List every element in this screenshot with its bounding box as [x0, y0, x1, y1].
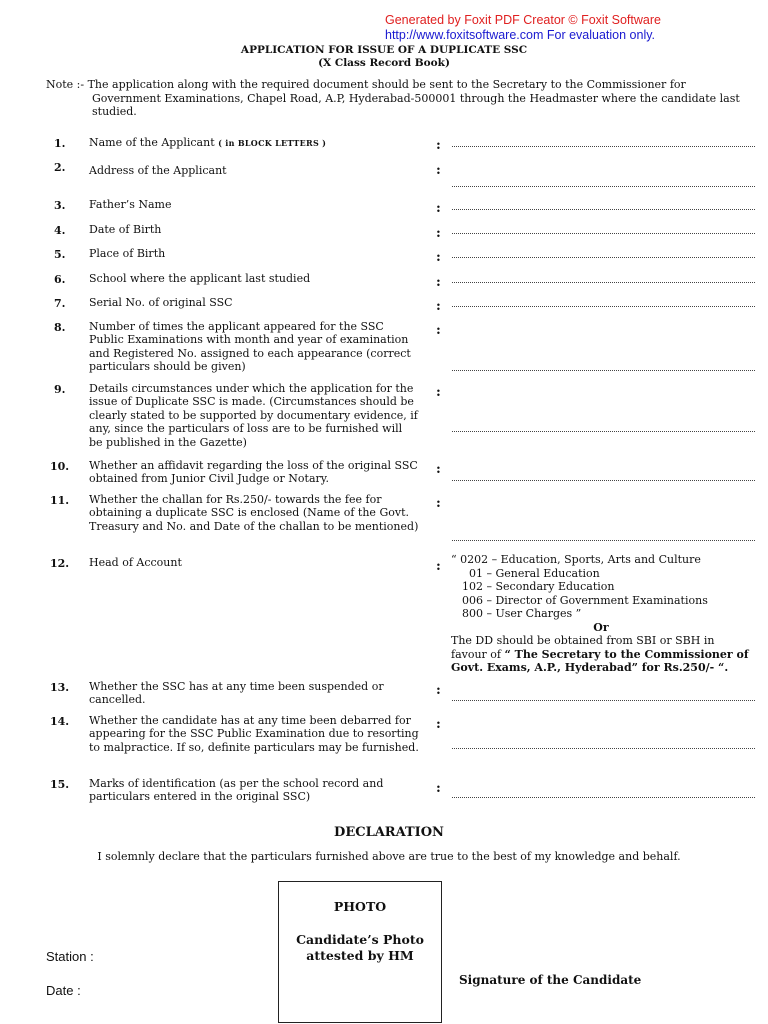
date-label: Date :	[46, 983, 81, 998]
item-label-text: Name of the Applicant	[89, 136, 215, 149]
item-label: Whether the candidate has at any time been debarred for appearing for the SSC Public Examination due to resorting to malpractice. If so, definite particulars may be furnished.	[89, 714, 419, 754]
dd-line-2	[451, 648, 761, 662]
dd-favour-text: favour of	[451, 647, 501, 661]
dd-payee: “ The Secretary to the Commissioner of	[504, 647, 749, 661]
note-line-2: Government Examinations, Chapel Road, A.P, Hyderabad-500001 through the Headmaster where the candidate last	[92, 91, 740, 105]
account-code-102: 102 – Secondary Education	[462, 580, 615, 593]
answer-line[interactable]	[452, 431, 755, 432]
watermark-line-1: Generated by Foxit PDF Creator © Foxit Software	[385, 13, 661, 27]
colon: :	[436, 138, 441, 153]
note-line-3: studied.	[92, 105, 137, 118]
colon: :	[436, 323, 441, 338]
item-number: 9.	[54, 383, 66, 396]
or-separator: Or	[593, 620, 609, 634]
colon: :	[436, 226, 441, 241]
answer-line[interactable]	[452, 748, 755, 749]
item-label: Details circumstances under which the application for the issue of Duplicate SSC is made. (Circumstances should be clearly stated to be supported by documentary evidence, if any, since the particulars of loss are to be furnished will be published in the Gazette)	[89, 382, 418, 449]
answer-line[interactable]	[452, 233, 755, 234]
page-title	[0, 44, 768, 70]
answer-line[interactable]	[452, 209, 755, 210]
photo-caption-2: attested by HM	[306, 948, 414, 963]
colon: :	[436, 781, 441, 796]
signature-label: Signature of the Candidate	[459, 973, 642, 987]
note-paragraph	[46, 78, 758, 119]
item-label	[89, 136, 419, 150]
account-code-main: “ 0202 – Education, Sports, Arts and Culture	[451, 553, 701, 566]
declaration-text: I solemnly declare that the particulars furnished above are true to the best of my knowledge and behalf.	[97, 850, 681, 863]
answer-line[interactable]	[452, 282, 755, 283]
colon: :	[436, 385, 441, 400]
title-line-2: (X Class Record Book)	[318, 57, 450, 69]
declaration-heading: DECLARATION	[334, 825, 444, 840]
colon: :	[436, 717, 441, 732]
colon: :	[436, 275, 441, 290]
colon: :	[436, 201, 441, 216]
foxit-watermark	[385, 13, 685, 43]
item-label: Whether the SSC has at any time been suspended or cancelled.	[89, 680, 384, 707]
dd-line-1: The DD should be obtained from SBI or SBH in	[451, 634, 715, 647]
colon: :	[436, 683, 441, 698]
answer-line[interactable]	[452, 370, 755, 371]
answer-line[interactable]	[452, 186, 755, 187]
item-label: Number of times the applicant appeared for the SSC Public Examinations with month and year of examination and Registered No. assigned to each appearance (correct particulars should be given)	[89, 320, 411, 374]
account-code-800: 800 – User Charges ”	[462, 607, 582, 620]
answer-line[interactable]	[452, 540, 755, 541]
item-label: Marks of identification (as per the school record and particulars entered in the original SSC)	[89, 777, 384, 804]
account-code-006: 006 – Director of Government Examinations	[462, 593, 708, 607]
colon: :	[436, 250, 441, 265]
colon: :	[436, 559, 441, 574]
item-number: 15.	[50, 778, 70, 791]
item-number: 2.	[54, 161, 66, 174]
item-label: Date of Birth	[89, 223, 162, 236]
item-number: 4.	[54, 224, 66, 237]
answer-line[interactable]	[452, 306, 755, 307]
account-code-01: 01 – General Education	[469, 566, 600, 580]
item-number: 3.	[54, 199, 66, 212]
item-number: 1.	[54, 137, 66, 150]
item-label: Serial No. of original SSC	[89, 296, 233, 309]
answer-line[interactable]	[452, 700, 755, 701]
item-label-note: ( in BLOCK LETTERS )	[218, 138, 327, 148]
item-label: Father’s Name	[89, 198, 172, 211]
item-number: 12.	[50, 557, 70, 570]
item-number: 7.	[54, 297, 66, 310]
item-number: 13.	[50, 681, 70, 694]
watermark-line-2: http://www.foxitsoftware.com For evaluation only.	[385, 28, 656, 42]
head-of-account-block	[451, 553, 761, 675]
item-number: 8.	[54, 321, 66, 334]
item-number: 6.	[54, 273, 66, 286]
colon: :	[436, 299, 441, 314]
item-label: Address of the Applicant	[89, 164, 227, 177]
item-label: School where the applicant last studied	[89, 272, 311, 285]
item-number: 5.	[54, 248, 66, 261]
item-label: Head of Account	[89, 556, 182, 569]
item-number: 14.	[50, 715, 70, 728]
title-line-1: APPLICATION FOR ISSUE OF A DUPLICATE SSC	[240, 44, 528, 56]
colon: :	[436, 462, 441, 477]
answer-line[interactable]	[452, 480, 755, 481]
item-number: 10.	[50, 460, 70, 473]
answer-line[interactable]	[452, 257, 755, 258]
item-number: 11.	[50, 494, 70, 507]
answer-line[interactable]	[452, 797, 755, 798]
answer-line[interactable]	[452, 146, 755, 147]
photo-caption-1: Candidate’s Photo	[296, 932, 424, 947]
station-label: Station :	[46, 949, 94, 964]
photo-title: PHOTO	[333, 899, 387, 914]
colon: :	[436, 496, 441, 511]
photo-box	[278, 881, 442, 1023]
item-label: Whether an affidavit regarding the loss of the original SSC obtained from Junior Civil Judge or Notary.	[89, 459, 418, 486]
dd-line-3: Govt. Exams, A.P., Hyderabad” for Rs.250/- “.	[451, 661, 729, 674]
colon: :	[436, 163, 441, 178]
note-line-1: Note :- The application along with the required document should be sent to the Secretary to the Commissioner for	[46, 78, 686, 91]
item-label: Place of Birth	[89, 247, 166, 260]
item-label: Whether the challan for Rs.250/- towards the fee for obtaining a duplicate SSC is enclosed (Name of the Govt. Treasury and No. and Date of the challan to be mentioned)	[89, 493, 419, 533]
